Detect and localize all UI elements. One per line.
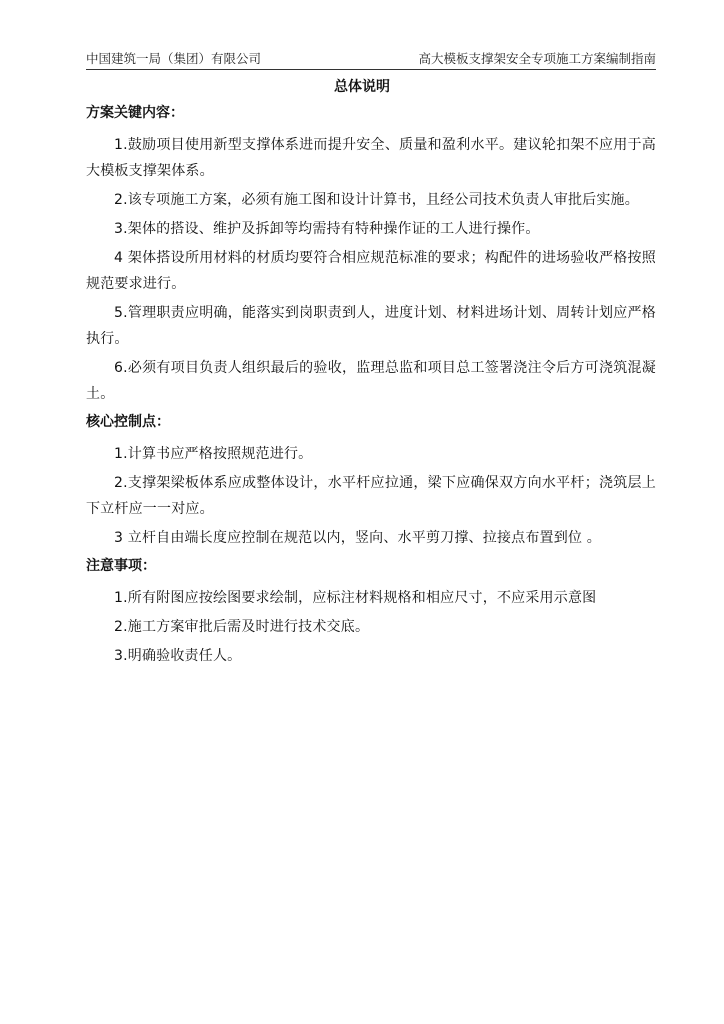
- section-key-content: [86, 103, 656, 407]
- header-divider: [86, 69, 656, 70]
- page-header: [86, 50, 656, 68]
- list-item: 3.架体的搭设、维护及拆卸等均需持有特种操作证的工人进行操作。: [114, 221, 540, 237]
- list-item: 2.支撑架梁板体系应成整体设计，水平杆应拉通，梁下应确保双方向水平杆；浇筑层上下立杆应一一对应。: [86, 475, 656, 517]
- list-item: 2.施工方案审批后需及时进行技术交底。: [114, 619, 370, 635]
- page-title: 总体说明: [334, 79, 390, 95]
- section-heading: 方案关键内容：: [86, 105, 184, 121]
- section-heading: 注意事项：: [86, 558, 156, 574]
- list-item: 1.计算书应严格按照规范进行。: [114, 446, 313, 462]
- list-item: 4 架体搭设所用材料的材质均要符合相应规范标准的要求；构配件的进场验收严格按照规范要求进行。: [86, 250, 656, 292]
- header-document-title: 高大模板支撑架安全专项施工方案编制指南: [418, 51, 656, 66]
- section-notes: [86, 556, 656, 669]
- list-item: 3 立杆自由端长度应控制在规范以内，竖向、水平剪刀撑、拉接点布置到位 。: [114, 530, 602, 546]
- list-item: 1.鼓励项目使用新型支撑体系进而提升安全、质量和盈利水平。建议轮扣架不应用于高大模板支撑架体系。: [86, 137, 656, 179]
- section-heading: 核心控制点：: [86, 414, 170, 430]
- list-item: 1.所有附图应按绘图要求绘制，应标注材料规格和相应尺寸，不应采用示意图: [114, 590, 597, 606]
- list-item: 5.管理职责应明确，能落实到岗职责到人，进度计划、材料进场计划、周转计划应严格执行。: [86, 305, 656, 347]
- list-item: 6.必须有项目负责人组织最后的验收，监理总监和项目总工签署浇注令后方可浇筑混凝土。: [86, 360, 656, 402]
- list-item: 3.明确验收责任人。: [114, 648, 242, 664]
- document-body: [86, 103, 656, 672]
- list-item: 2.该专项施工方案，必须有施工图和设计计算书，且经公司技术负责人审批后实施。: [114, 192, 639, 208]
- section-core-control-points: [86, 412, 656, 551]
- header-company: 中国建筑一局（集团）有限公司: [86, 51, 262, 66]
